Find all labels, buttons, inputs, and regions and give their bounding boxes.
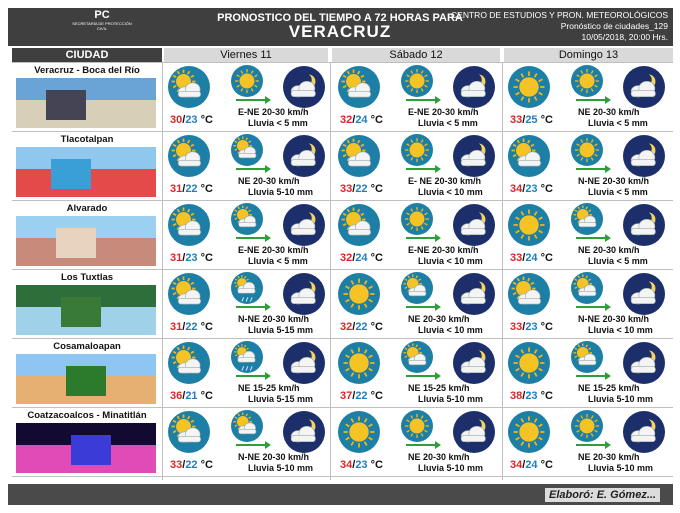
sun-icon xyxy=(337,341,381,390)
row-divider xyxy=(12,269,673,270)
column-divider xyxy=(330,62,331,480)
wind-arrow-icon xyxy=(576,99,606,101)
page-title: VERACRUZ xyxy=(288,22,392,41)
cloud-sun-icon xyxy=(570,340,604,379)
rain-info: Lluvia 5-10 mm xyxy=(418,463,484,473)
wind-arrow-icon xyxy=(576,237,606,239)
min-temp: 21 xyxy=(185,390,198,402)
cloud-sun-icon xyxy=(167,410,211,459)
sun-icon xyxy=(337,410,381,459)
temp-unit: °C xyxy=(540,183,553,195)
temp-separator: / xyxy=(522,390,526,402)
row-divider xyxy=(12,131,673,132)
report-date: 10/05/2018, 20:00 Hrs. xyxy=(581,32,668,42)
temp-unit: °C xyxy=(370,114,383,126)
rain-info: Lluvia < 5 mm xyxy=(588,187,648,197)
max-temp: 36 xyxy=(170,390,183,402)
max-temp: 37 xyxy=(340,390,353,402)
wind-arrow-icon xyxy=(406,237,436,239)
temp-unit: °C xyxy=(540,321,553,333)
temp-unit: °C xyxy=(540,390,553,402)
max-temp: 32 xyxy=(340,252,353,264)
sun-icon xyxy=(507,410,551,459)
wind-info: NE 20-30 km/h xyxy=(408,452,470,462)
rain-info: Lluvia 5-10 mm xyxy=(418,394,484,404)
temp-separator: / xyxy=(522,252,526,264)
day-header-3: Domingo 13 xyxy=(504,48,673,62)
wind-arrow-icon xyxy=(576,444,606,446)
temperature-range xyxy=(510,321,553,333)
temperature-range xyxy=(510,114,553,126)
temp-separator: / xyxy=(182,321,186,333)
wind-arrow-icon xyxy=(406,444,436,446)
temperature-range xyxy=(510,459,553,471)
max-temp: 34 xyxy=(340,459,353,471)
row-divider xyxy=(12,62,673,63)
temp-separator: / xyxy=(352,321,356,333)
max-temp: 31 xyxy=(170,252,183,264)
rain-info: Lluvia < 5 mm xyxy=(588,118,648,128)
rain-info: Lluvia < 10 mm xyxy=(418,325,483,335)
min-temp: 24 xyxy=(355,252,368,264)
temperature-range xyxy=(170,459,213,471)
rain-info: Lluvia < 10 mm xyxy=(418,187,483,197)
wind-arrow-icon xyxy=(406,375,436,377)
wind-info: E-NE 20-30 km/h xyxy=(238,107,309,117)
temp-unit: °C xyxy=(200,183,213,195)
logo-main-text: PC xyxy=(94,9,110,21)
max-temp: 33 xyxy=(510,252,523,264)
temp-unit: °C xyxy=(200,459,213,471)
day-header-2: Sábado 12 xyxy=(332,48,500,62)
min-temp: 23 xyxy=(185,252,198,264)
port-city-photo xyxy=(16,78,156,128)
min-temp: 24 xyxy=(525,252,538,264)
wind-info: NE 15-25 km/h xyxy=(238,383,300,393)
wind-info: E-NE 20-30 km/h xyxy=(408,107,479,117)
sun-icon xyxy=(400,133,434,172)
row-divider xyxy=(12,407,673,408)
rain-info: Lluvia 5-10 mm xyxy=(248,187,314,197)
temperature-range xyxy=(340,252,383,264)
temp-unit: °C xyxy=(540,459,553,471)
min-temp: 23 xyxy=(525,321,538,333)
min-temp: 22 xyxy=(185,183,198,195)
wind-arrow-icon xyxy=(236,168,266,170)
min-temp: 23 xyxy=(185,114,198,126)
cloud-sun-icon xyxy=(400,271,434,310)
temperature-range xyxy=(510,252,553,264)
wind-arrow-icon xyxy=(406,306,436,308)
max-temp: 34 xyxy=(510,459,523,471)
rain-info: Lluvia < 5 mm xyxy=(248,118,308,128)
rain-info: Lluvia 5-10 mm xyxy=(588,463,654,473)
credit-text: Elaboró: E. Gómez... xyxy=(545,488,660,502)
temperature-range xyxy=(170,183,213,195)
cloud-sun-icon xyxy=(167,65,211,114)
rain-info: Lluvia 5-10 mm xyxy=(588,394,654,404)
temp-separator: / xyxy=(522,459,526,471)
wind-info: E-NE 20-30 km/h xyxy=(408,245,479,255)
cloud-sun-icon xyxy=(507,134,551,183)
row-divider xyxy=(12,200,673,201)
max-temp: 31 xyxy=(170,183,183,195)
rain-info: Lluvia < 10 mm xyxy=(588,325,653,335)
rain-info: Lluvia 5-15 mm xyxy=(248,394,314,404)
sun-icon xyxy=(400,409,434,448)
city-name: Coatzacoalcos - Minatitlán xyxy=(27,410,147,421)
pc-logo xyxy=(70,9,134,43)
colorful-houses-photo xyxy=(16,147,156,197)
sun-icon xyxy=(570,133,604,172)
logo-sub-text: SECRETARÍA DE PROTECCIÓN CIVIL xyxy=(72,21,132,31)
max-temp: 34 xyxy=(510,183,523,195)
temp-unit: °C xyxy=(200,252,213,264)
wind-arrow-icon xyxy=(236,99,266,101)
city-name: Veracruz - Boca del Río xyxy=(34,65,140,76)
report-id: Pronóstico de ciudades_129 xyxy=(560,21,668,31)
max-temp: 33 xyxy=(340,183,353,195)
temperature-range xyxy=(170,252,213,264)
lit-pyramid-photo xyxy=(16,423,156,473)
wind-info: NE 20-30 km/h xyxy=(578,107,640,117)
min-temp: 22 xyxy=(355,390,368,402)
temperature-range xyxy=(510,390,553,402)
min-temp: 22 xyxy=(185,459,198,471)
row-divider xyxy=(12,338,673,339)
temp-separator: / xyxy=(522,114,526,126)
sun-icon xyxy=(230,64,264,103)
temp-unit: °C xyxy=(540,252,553,264)
wind-info: NE 20-30 km/h xyxy=(578,452,640,462)
city-name: Tlacotalpan xyxy=(60,134,114,145)
cloud-sun-icon xyxy=(167,341,211,390)
temp-separator: / xyxy=(352,390,356,402)
rain-info: Lluvia < 5 mm xyxy=(418,118,478,128)
cloud-sun-icon xyxy=(337,65,381,114)
max-temp: 32 xyxy=(340,114,353,126)
temperature-range xyxy=(340,114,383,126)
wind-info: NE 15-25 km/h xyxy=(408,383,470,393)
wind-arrow-icon xyxy=(576,375,606,377)
city-name: Cosamaloapan xyxy=(53,341,121,352)
temp-separator: / xyxy=(182,459,186,471)
cloud-sun-icon xyxy=(230,409,264,448)
rain-info: Lluvia < 5 mm xyxy=(248,256,308,266)
temp-unit: °C xyxy=(370,459,383,471)
wind-info: E-NE 20-30 km/h xyxy=(238,245,309,255)
city-name: Alvarado xyxy=(66,203,108,214)
temperature-range xyxy=(170,321,213,333)
rain-cloud-icon xyxy=(230,340,264,379)
sun-icon xyxy=(507,203,551,252)
min-temp: 24 xyxy=(355,114,368,126)
wind-info: NE 20-30 km/h xyxy=(238,176,300,186)
wind-info: N-NE 20-30 km/h xyxy=(578,176,650,186)
temp-unit: °C xyxy=(370,390,383,402)
rain-info: Lluvia < 10 mm xyxy=(418,256,483,266)
sun-icon xyxy=(570,409,604,448)
wind-info: NE 20-30 km/h xyxy=(578,245,640,255)
row-divider xyxy=(12,476,673,477)
rain-info: Lluvia < 5 mm xyxy=(588,256,648,266)
cloud-sun-icon xyxy=(167,134,211,183)
cloud-sun-icon xyxy=(570,202,604,241)
min-temp: 23 xyxy=(355,459,368,471)
max-temp: 32 xyxy=(340,321,353,333)
wind-arrow-icon xyxy=(576,168,606,170)
cloud-sun-icon xyxy=(337,203,381,252)
colonial-building-photo xyxy=(16,216,156,266)
min-temp: 23 xyxy=(525,390,538,402)
temp-separator: / xyxy=(352,252,356,264)
temp-separator: / xyxy=(522,183,526,195)
temp-separator: / xyxy=(182,183,186,195)
org-name: CENTRO DE ESTUDIOS Y PRON. METEOROLÓGICOS xyxy=(451,10,668,20)
temp-separator: / xyxy=(522,321,526,333)
column-divider xyxy=(502,62,503,480)
cloud-sun-icon xyxy=(230,133,264,172)
wind-arrow-icon xyxy=(236,375,266,377)
temp-unit: °C xyxy=(370,183,383,195)
sun-icon xyxy=(400,202,434,241)
temperature-range xyxy=(340,321,383,333)
max-temp: 38 xyxy=(510,390,523,402)
rain-info: Lluvia 5-10 mm xyxy=(248,463,314,473)
wind-arrow-icon xyxy=(236,444,266,446)
temperature-range xyxy=(340,183,383,195)
min-temp: 22 xyxy=(355,321,368,333)
temp-unit: °C xyxy=(200,114,213,126)
max-temp: 30 xyxy=(170,114,183,126)
min-temp: 22 xyxy=(355,183,368,195)
palm-plaza-photo xyxy=(16,354,156,404)
page-subtitle: PRONOSTICO DEL TIEMPO A 72 HORAS PARA xyxy=(217,12,463,24)
city-column-header: CIUDAD xyxy=(12,48,162,62)
column-divider xyxy=(162,62,163,480)
temperature-range xyxy=(170,114,213,126)
cloud-sun-icon xyxy=(507,272,551,321)
temperature-range xyxy=(340,390,383,402)
wind-arrow-icon xyxy=(236,237,266,239)
sun-icon xyxy=(507,65,551,114)
min-temp: 22 xyxy=(185,321,198,333)
temp-separator: / xyxy=(182,390,186,402)
temp-separator: / xyxy=(352,114,356,126)
wind-info: NE 20-30 km/h xyxy=(408,314,470,324)
cloud-sun-icon xyxy=(337,134,381,183)
wind-info: E- NE 20-30 km/h xyxy=(408,176,482,186)
sun-icon xyxy=(507,341,551,390)
cloud-sun-icon xyxy=(167,203,211,252)
rain-cloud-icon xyxy=(230,271,264,310)
temperature-range xyxy=(170,390,213,402)
temp-separator: / xyxy=(352,459,356,471)
wind-arrow-icon xyxy=(236,306,266,308)
max-temp: 33 xyxy=(510,114,523,126)
min-temp: 24 xyxy=(525,459,538,471)
cloud-sun-icon xyxy=(167,272,211,321)
min-temp: 25 xyxy=(525,114,538,126)
report-info xyxy=(451,10,668,43)
sun-icon xyxy=(400,64,434,103)
wind-info: N-NE 20-30 km/h xyxy=(238,452,310,462)
wind-arrow-icon xyxy=(406,168,436,170)
temp-unit: °C xyxy=(370,321,383,333)
temp-unit: °C xyxy=(200,321,213,333)
temperature-range xyxy=(510,183,553,195)
temperature-range xyxy=(340,459,383,471)
sun-icon xyxy=(337,272,381,321)
waterfall-photo xyxy=(16,285,156,335)
max-temp: 33 xyxy=(510,321,523,333)
temp-unit: °C xyxy=(370,252,383,264)
temp-unit: °C xyxy=(200,390,213,402)
wind-arrow-icon xyxy=(576,306,606,308)
cloud-sun-icon xyxy=(230,202,264,241)
cloud-sun-icon xyxy=(570,271,604,310)
wind-info: N-NE 20-30 km/h xyxy=(578,314,650,324)
rain-info: Lluvia 5-15 mm xyxy=(248,325,314,335)
cloud-sun-icon xyxy=(400,340,434,379)
max-temp: 31 xyxy=(170,321,183,333)
day-header-1: Viernes 11 xyxy=(164,48,328,62)
wind-arrow-icon xyxy=(406,99,436,101)
min-temp: 23 xyxy=(525,183,538,195)
temp-separator: / xyxy=(352,183,356,195)
max-temp: 33 xyxy=(170,459,183,471)
temp-unit: °C xyxy=(540,114,553,126)
sun-icon xyxy=(570,64,604,103)
wind-info: N-NE 20-30 km/h xyxy=(238,314,310,324)
wind-info: NE 15-25 km/h xyxy=(578,383,640,393)
city-name: Los Tuxtlas xyxy=(60,272,114,283)
temp-separator: / xyxy=(182,114,186,126)
temp-separator: / xyxy=(182,252,186,264)
